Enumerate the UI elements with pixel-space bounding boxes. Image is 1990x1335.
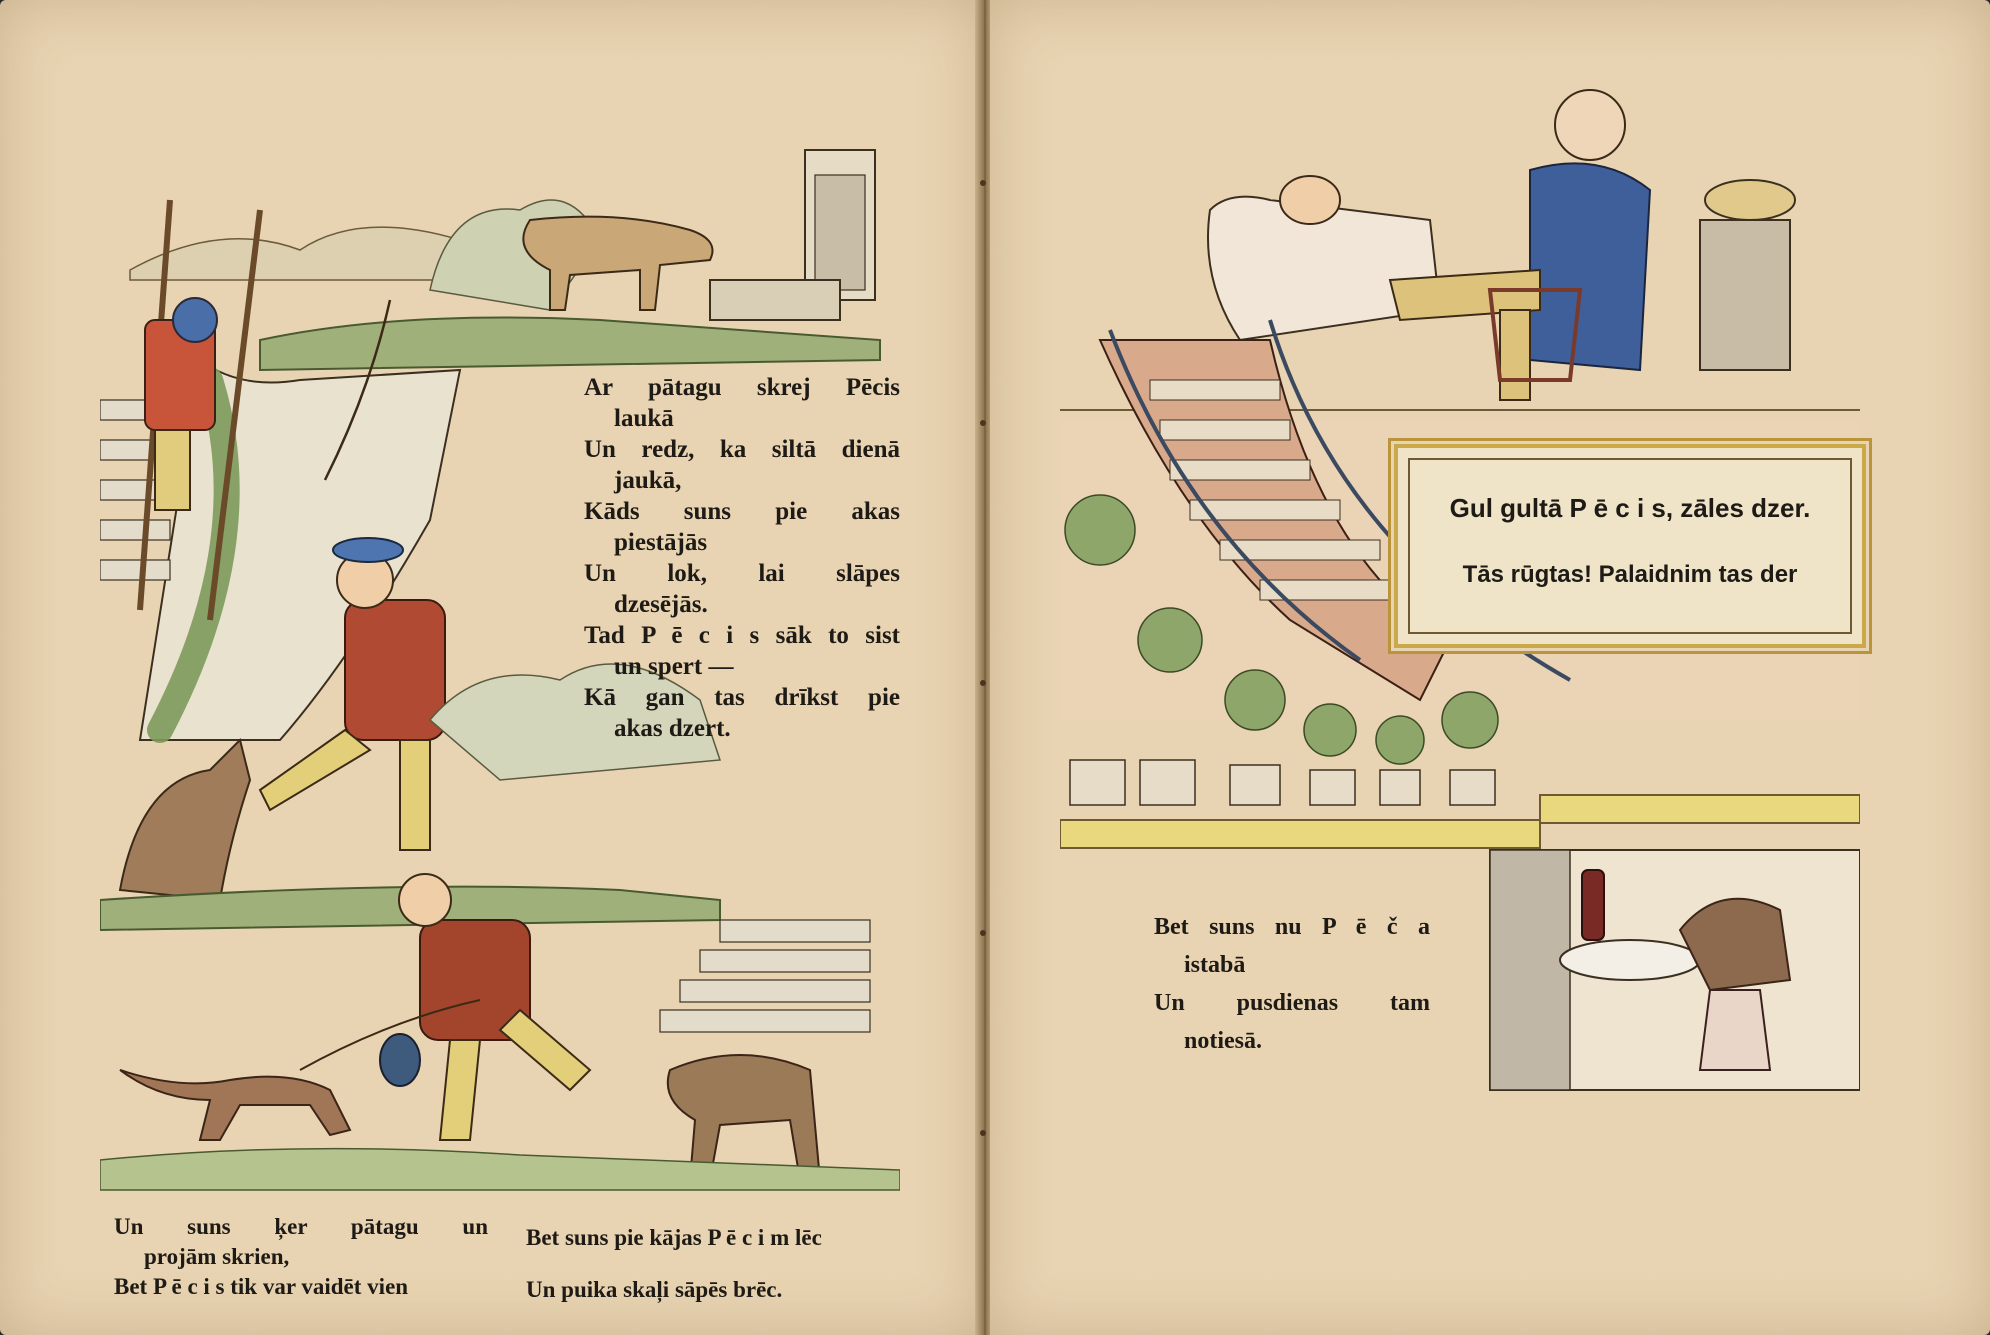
bottom-left-caption: [114, 1212, 488, 1302]
caption-line: Bet suns pie kājas P ē c i m lēc: [526, 1225, 822, 1250]
stanza-line: Un pusdienas tam: [1154, 990, 1430, 1016]
stanza-line: Un redz, ka siltā dienā: [584, 436, 900, 463]
stanza-line: istabā: [1184, 952, 1246, 978]
binding-stitch: [980, 1130, 986, 1136]
main-stanza: [584, 372, 900, 744]
stanza-line: jaukā,: [614, 467, 682, 494]
binding-stitch: [980, 680, 986, 686]
binding-stitch: [980, 180, 986, 186]
binding-stitch: [980, 420, 986, 426]
binding-stitch: [980, 930, 986, 936]
stanza-line: laukā: [614, 405, 674, 432]
stanza-line: Bet suns nu P ē č a: [1154, 914, 1430, 940]
frame-inner-border: [1408, 458, 1852, 634]
right-page: [990, 0, 1990, 1335]
stanza-line: dzesējās.: [614, 591, 708, 618]
caption-line: Un suns ķer pātagu un: [114, 1214, 488, 1239]
stanza-line: Kāds suns pie akas: [584, 498, 900, 525]
lower-stanza: [1154, 908, 1430, 1060]
stanza-line: akas dzert.: [614, 715, 731, 742]
framed-caption-line: Tās rūgtas! Palaidnim tas der: [1462, 561, 1798, 588]
stanza-line: notiesā.: [1184, 1028, 1262, 1054]
stanza-line: Tad P ē c i s sāk to sist: [584, 622, 900, 649]
framed-caption-box: [1394, 444, 1866, 648]
stanza-line: un spert —: [614, 653, 734, 680]
stanza-line: Un lok, lai slāpes: [584, 560, 900, 587]
stanza-line: piestājās: [614, 529, 708, 556]
caption-line: projām skrien,: [144, 1244, 290, 1269]
bottom-right-caption: [526, 1212, 904, 1316]
framed-caption-line: Gul gultā P ē c i s, zāles dzer.: [1449, 493, 1811, 523]
stanza-line: Ar pātagu skrej Pēcis: [584, 374, 900, 401]
left-page: [0, 0, 980, 1335]
caption-line: Un puika skaļi sāpēs brēc.: [526, 1277, 783, 1302]
caption-line: Bet P ē c i s tik var vaidēt vien: [114, 1274, 409, 1299]
stanza-line: Kā gan tas drīkst pie: [584, 684, 900, 711]
